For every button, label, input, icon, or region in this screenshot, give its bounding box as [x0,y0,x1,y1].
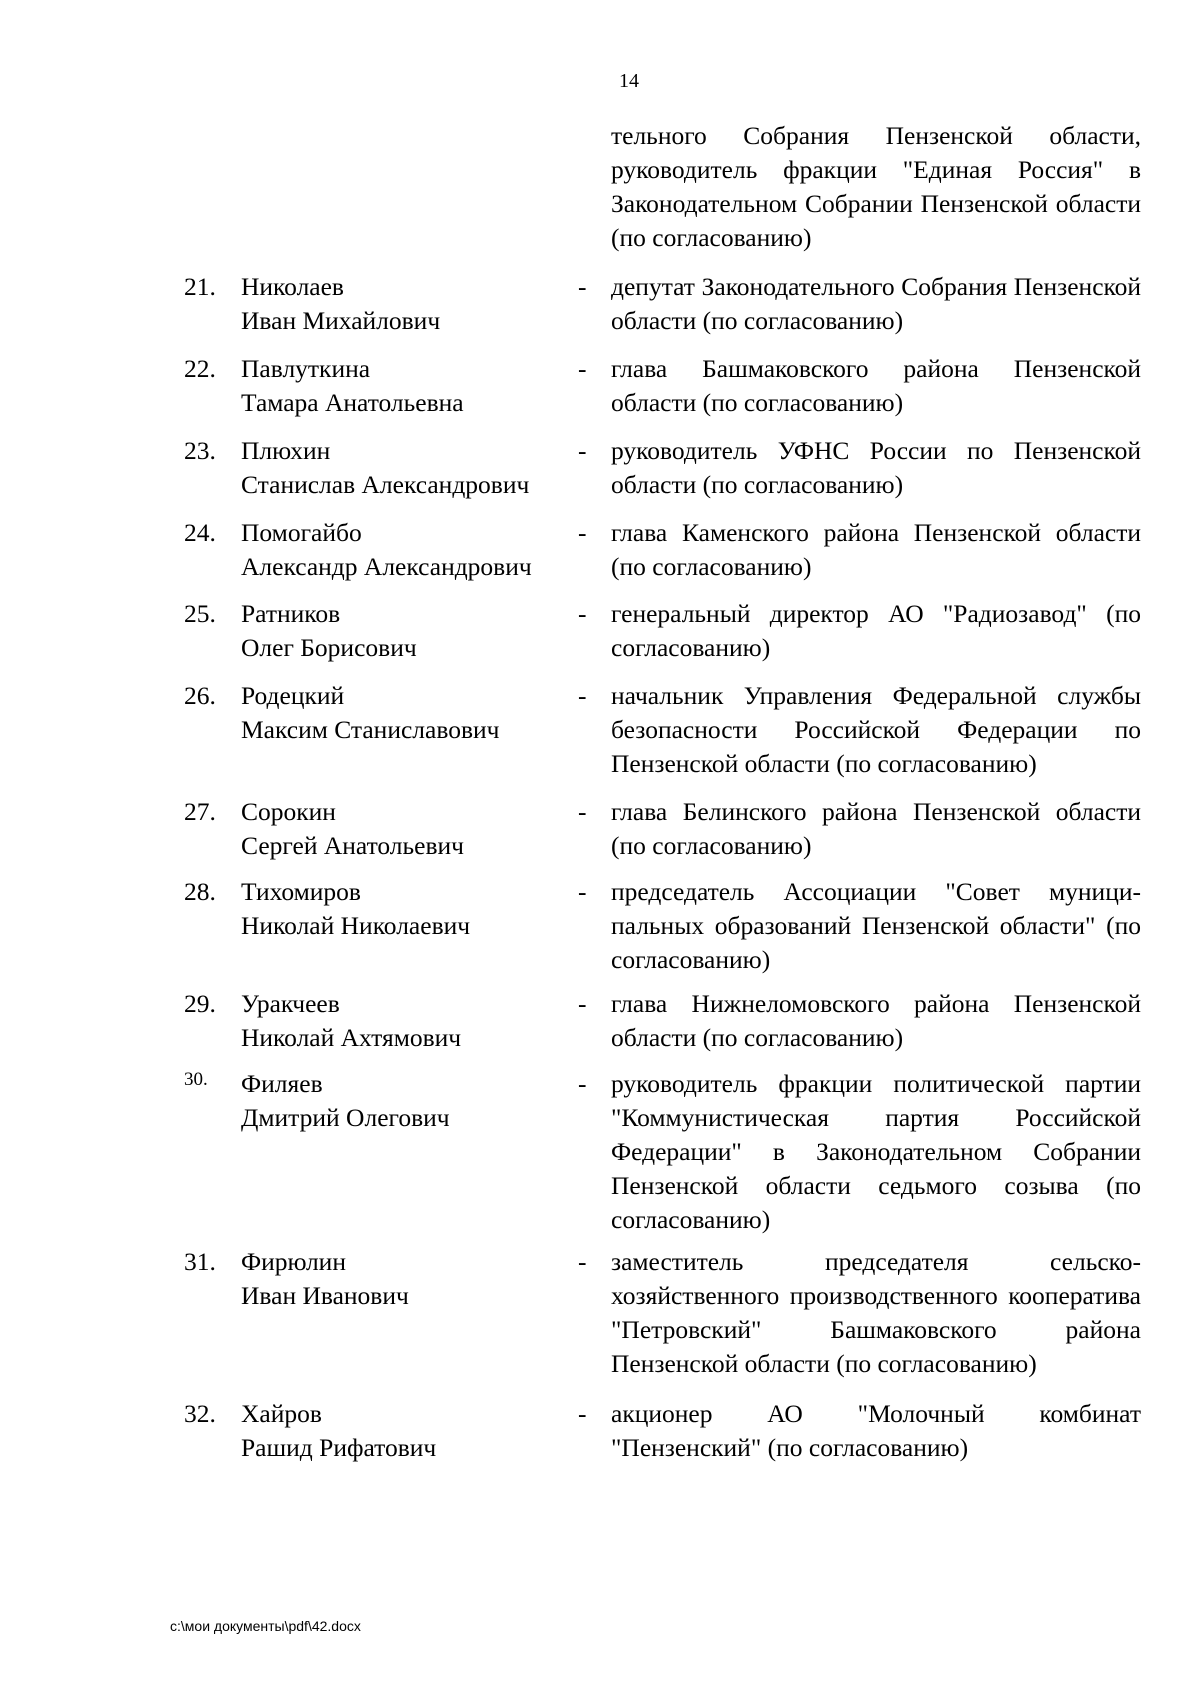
given-names: Иван Михайлович [241,306,441,335]
page-number: 14 [619,70,639,92]
position-description: руководитель фракции политической партии "Коммунистическая партия Российской Федерации" в Законодательном Собрании Пензенской области седьмого созыва (по согласованию) [611,1069,1141,1234]
given-names: Александр Александрович [241,552,532,581]
item-number: 22. [184,354,216,383]
given-names: Рашид Рифатович [241,1433,437,1462]
position-description: глава Белинского района Пензенской области (по согласованию) [611,797,1141,860]
person-name [241,1245,571,1313]
surname: Филяев [241,1069,323,1098]
position-description: акционер АО "Молочный комбинат "Пензенский" (по согласованию) [611,1399,1141,1462]
item-number: 29. [184,989,216,1018]
person-name [241,434,571,502]
surname: Помогайбо [241,518,362,547]
item-number: 30. [184,1069,208,1090]
surname: Тихомиров [241,877,361,906]
surname: Ратников [241,599,341,628]
item-number: 27. [184,797,216,826]
continuation-text: тельного Собрания Пензенской области, руководитель фракции "Единая Россия" в Законодательном Собрании Пензенской области (по согласованию) [611,121,1141,252]
person-name [241,875,571,943]
person-name [241,987,571,1055]
item-number: 32. [184,1399,216,1428]
position-description: заместитель председателя сельско-хозяйственного производственного кооператива "Петровский" Башмаковского района Пензенской области (по согласованию) [611,1247,1141,1378]
person-name [241,1397,571,1465]
dash: - [578,1399,587,1428]
surname: Павлуткина [241,354,371,383]
surname: Хайров [241,1399,322,1428]
surname: Родецкий [241,681,345,710]
dash: - [578,1069,587,1098]
dash: - [578,797,587,826]
dash: - [578,1247,587,1276]
position-description: начальник Управления Федеральной службы безопасности Российской Федерации по Пензенской области (по согласованию) [611,681,1141,778]
person-name [241,270,571,338]
dash: - [578,272,587,301]
dash: - [578,989,587,1018]
surname: Николаев [241,272,344,301]
person-name [241,597,571,665]
surname: Уракчеев [241,989,340,1018]
given-names: Иван Иванович [241,1281,409,1310]
given-names: Максим Станиславович [241,715,500,744]
item-number: 25. [184,599,216,628]
position-description: председатель Ассоциации "Совет муници-пальных образований Пензенской области" (по согласованию) [611,877,1141,974]
given-names: Станислав Александрович [241,470,530,499]
item-number: 23. [184,436,216,465]
person-name [241,516,571,584]
person-name [241,679,571,747]
given-names: Сергей Анатольевич [241,831,464,860]
given-names: Дмитрий Олегович [241,1103,450,1132]
person-name [241,795,571,863]
surname: Плюхин [241,436,331,465]
surname: Сорокин [241,797,336,826]
item-number: 26. [184,681,216,710]
dash: - [578,518,587,547]
position-description: глава Нижнеломовского района Пензенской области (по согласованию) [611,989,1141,1052]
dash: - [578,877,587,906]
position-description: генеральный директор АО "Радиозавод" (по согласованию) [611,599,1141,662]
item-number: 21. [184,272,216,301]
given-names: Олег Борисович [241,633,417,662]
item-number: 24. [184,518,216,547]
dash: - [578,436,587,465]
dash: - [578,354,587,383]
person-name [241,352,571,420]
person-name [241,1067,571,1135]
surname: Фирюлин [241,1247,346,1276]
given-names: Николай Николаевич [241,911,471,940]
given-names: Тамара Анатольевна [241,388,464,417]
item-number: 31. [184,1247,216,1276]
footer-file-path: c:\мои документы\pdf\42.docx [170,1618,361,1634]
item-number: 28. [184,877,216,906]
position-description: руководитель УФНС России по Пензенской области (по согласованию) [611,436,1141,499]
given-names: Николай Ахтямович [241,1023,462,1052]
dash: - [578,599,587,628]
position-description: глава Башмаковского района Пензенской области (по согласованию) [611,354,1141,417]
position-description: глава Каменского района Пензенской области (по согласованию) [611,518,1141,581]
position-description: депутат Законодательного Собрания Пензенской области (по согласованию) [611,272,1141,335]
dash: - [578,681,587,710]
